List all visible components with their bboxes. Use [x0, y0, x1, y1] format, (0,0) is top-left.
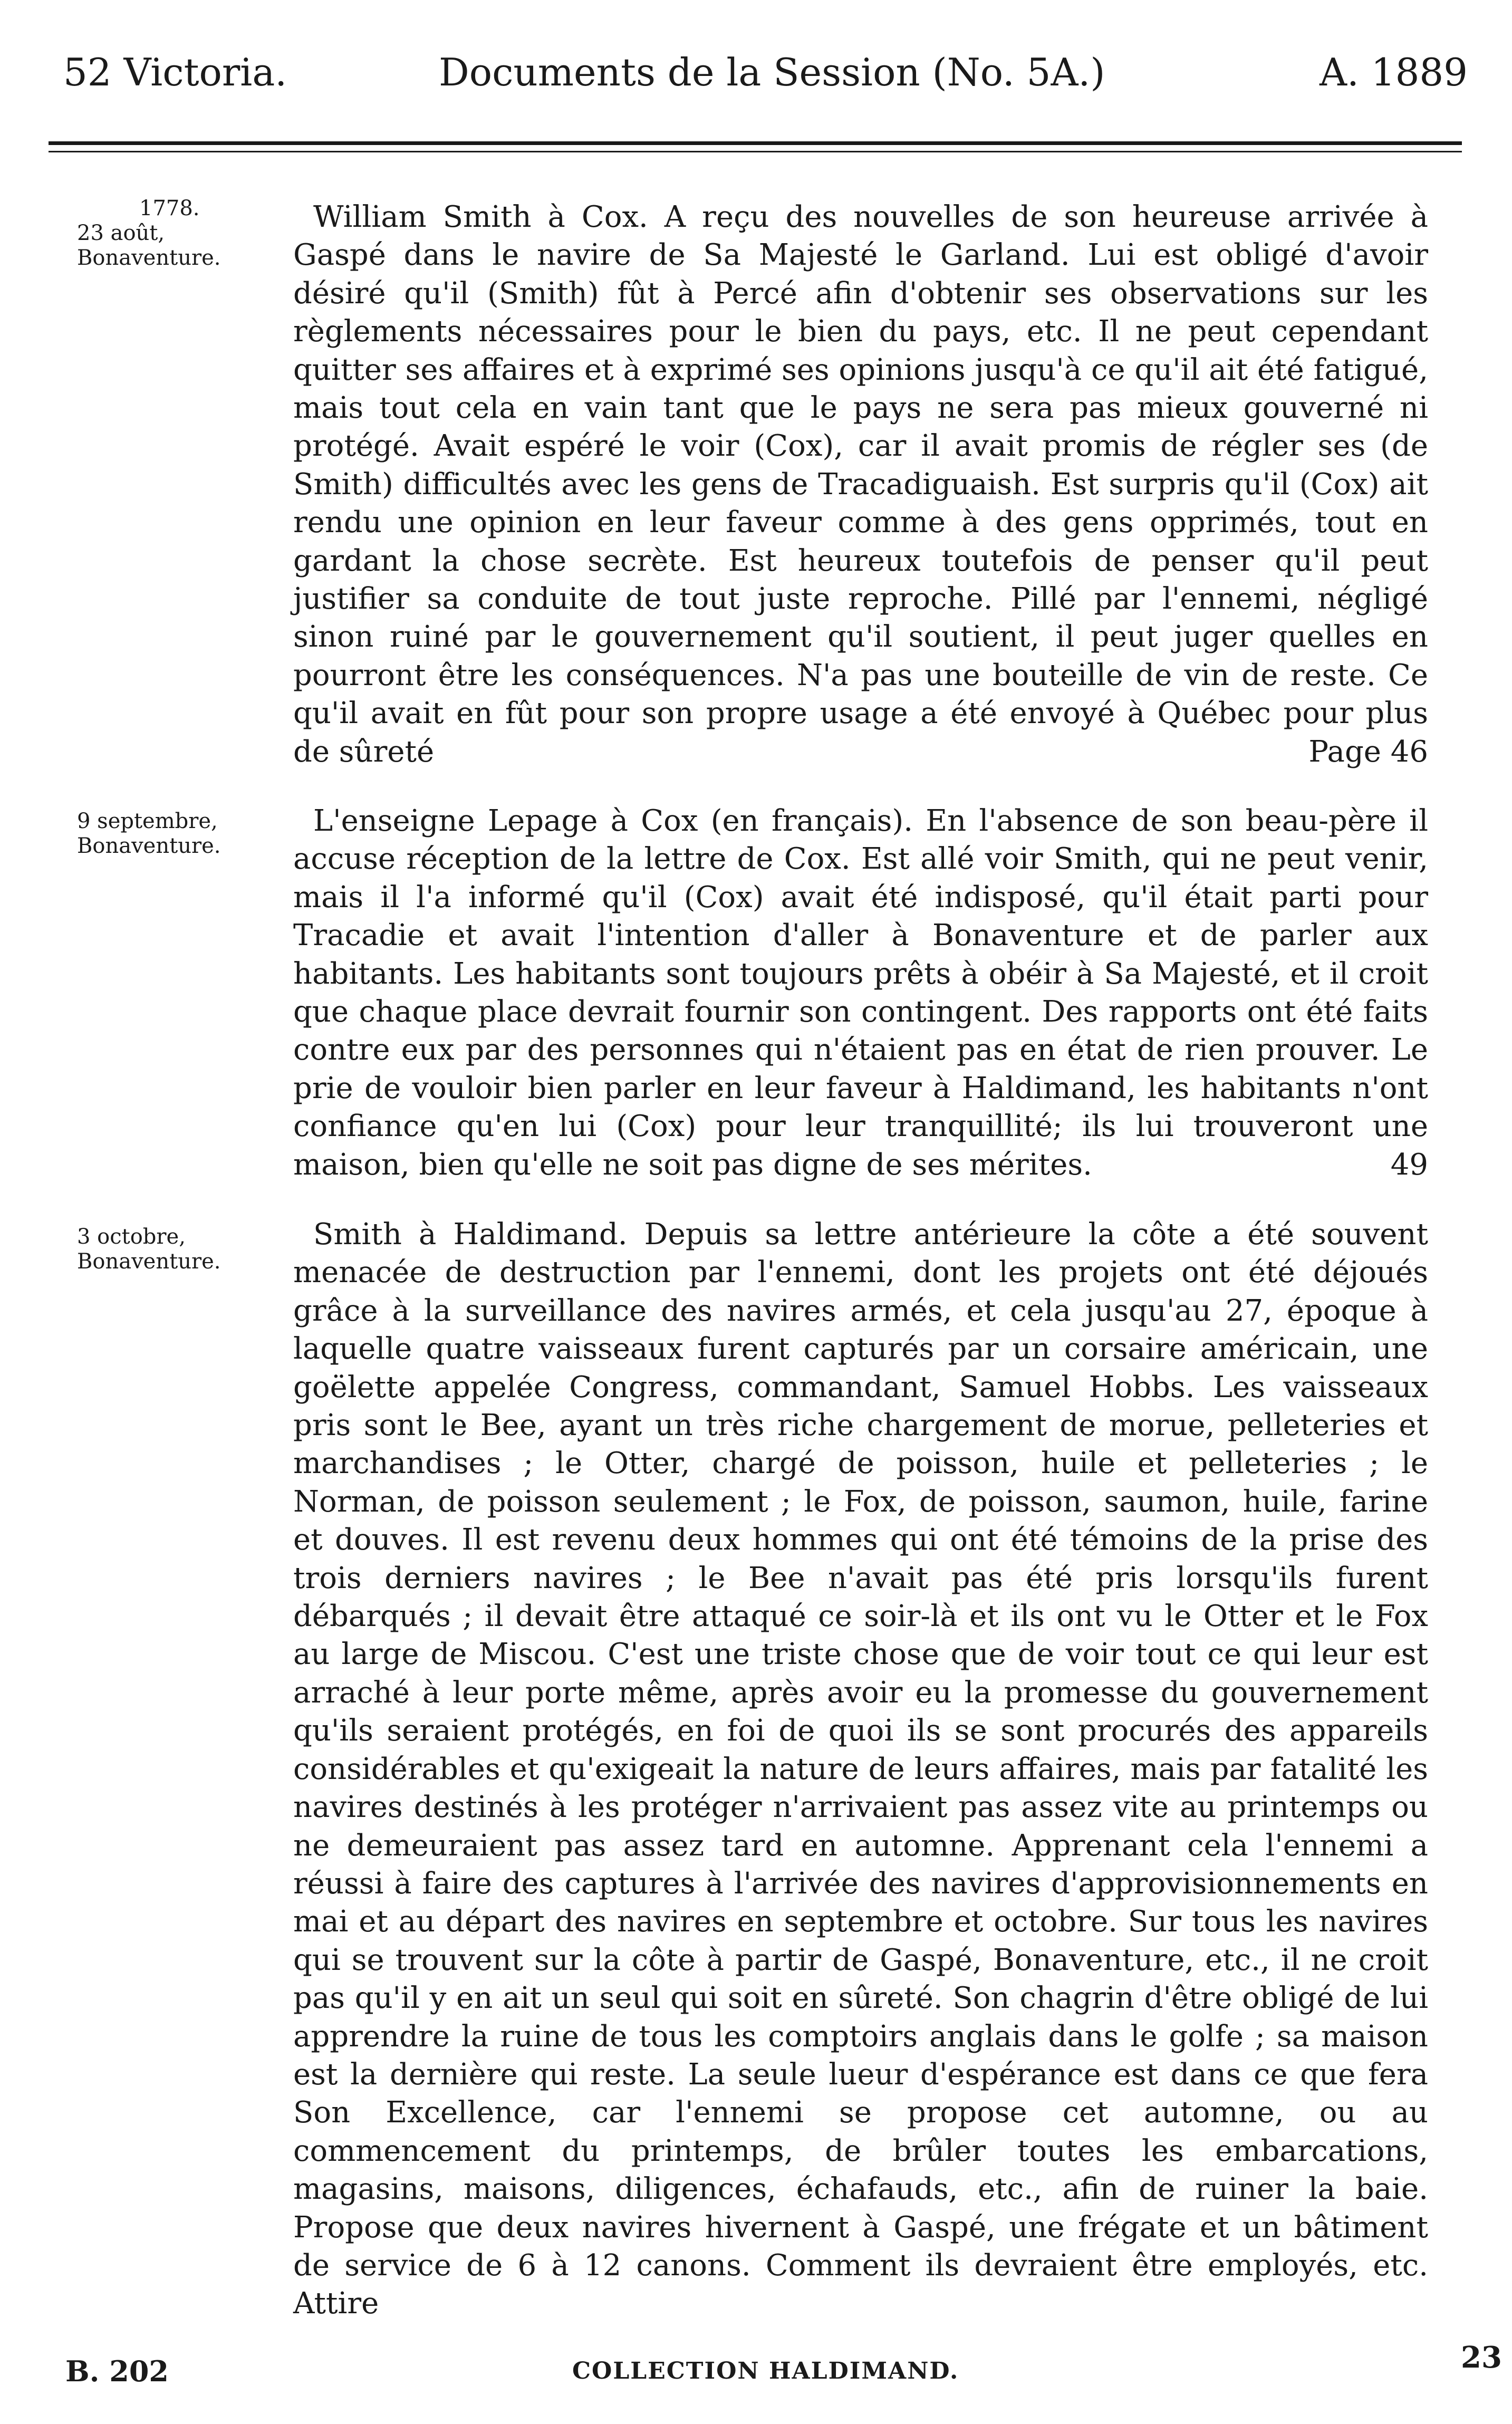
entry-paragraph [293, 198, 1428, 771]
entry-paragraph [293, 802, 1428, 1184]
header-session: 52 Victoria. [63, 50, 287, 94]
footer-collection: COLLECTION HALDIMAND. [572, 2358, 959, 2384]
entry-date: 9 septembre, [77, 809, 218, 833]
entry-date-1 [77, 196, 288, 271]
entry-body: L'enseigne Lepage à Cox (en français). En l'absence de son beau-père il accuse réception de la lettre de Cox. Est allé voir Smith, qui ne peut venir, mais il l'a informé qu'il (Cox) avait été indisposé, qu'il était parti pour Tracadie et avait l'intention d'aller à Bonaventure et de parler aux habitants. Les habitants sont toujours prêts à obéir à Sa Majesté, et il croit que chaque place devrait fournir son contingent. Des rapports ont été faits contre eux par des personnes qui n'étaient pas en état de rien prouver. Le prie de vouloir bien parler en leur faveur à Haldimand, les habitants n'ont confiance qu'en lui (Cox) pour leur tranquillité; ils lui trouveront une maison, bien qu'elle ne soit pas digne de ses mérites. [293, 804, 1428, 1182]
page-footer [0, 2340, 1512, 2392]
running-header [0, 49, 1512, 96]
header-year: A. 1889 [1319, 50, 1468, 94]
header-rule-thin [49, 151, 1462, 152]
entry-body: William Smith à Cox. A reçu des nouvelles de son heureuse arrivée à Gaspé dans le navire de Sa Majesté le Garland. Lui est obligé d'avoir désiré qu'il (Smith) fût à Percé afin d'obtenir ses observations sur les règlements nécessaires pour le bien du pays, etc. Il ne peut cependant quitter ses affaires et à exprimé ses opinions jusqu'à ce qu'il ait été fatigué, mais tout cela en vain tant que le pays ne sera pas mieux gouverné ni protégé. Avait espéré le voir (Cox), car il avait promis de régler ses (de Smith) difficultés avec les gens de Tracadiguaish. Est surpris qu'il (Cox) ait rendu une opinion en leur faveur comme à des gens opprimés, tout en gardant la chose secrète. Est heureux toutefois de penser qu'il peut justifier sa conduite de tout juste reproche. Pillé par l'ennemi, négligé sinon ruiné par le gouvernement qu'il soutient, il peut juger quelles en pourront être les conséquences. N'a pas une bouteille de vin de reste. Ce qu'il avait en fût pour son propre usage a été envoyé à Québec pour plus de sûreté [293, 200, 1428, 769]
footer-volume: B. 202 [65, 2354, 169, 2388]
entry-year: 1778. [139, 196, 200, 220]
entry-date-3 [77, 1225, 288, 1274]
entry-date: 3 octobre, [77, 1225, 186, 1249]
entry-text-1 [293, 198, 1428, 771]
entry-text-2 [293, 802, 1428, 1184]
page-reference: Page 46 [1308, 734, 1428, 769]
entry-text-3 [293, 1216, 1428, 2323]
entry-place: Bonaventure. [77, 834, 221, 858]
entry-date-2 [77, 809, 288, 859]
entry-body: Smith à Haldimand. Depuis sa lettre antérieure la côte a été souvent menacée de destruction par l'ennemi, dont les projets ont été déjoués grâce à la surveillance des navires armés, et cela jusqu'au 27, époque à laquelle quatre vaisseaux furent capturés par un corsaire américain, une goëlette appelée Congress, commandant, Samuel Hobbs. Les vaisseaux pris sont le Bee, ayant un très riche chargement de morue, pelleteries et marchandises ; le Otter, chargé de poisson, huile et pelleteries ; le Norman, de poisson seulement ; le Fox, de poisson, saumon, huile, farine et douves. Il est revenu deux hommes qui ont été témoins de la prise des trois derniers navires ; le Bee n'avait pas été pris lorsqu'ils furent débarqués ; il devait être attaqué ce soir-là et ils ont vu le Otter et le Fox au large de Miscou. C'est une triste chose que de voir tout ce qui leur est arraché à leur porte même, après avoir eu la promesse du gouvernement qu'ils seraient protégés, en foi de quoi ils se sont procurés des appareils considérables et qu'exigeait la nature de leurs affaires, mais par fatalité les navires destinés à les protéger n'arrivaient pas assez vite au printemps ou ne demeuraient pas assez tard en automne. Apprenant cela l'ennemi a réussi à faire des captures à l'arrivée des navires d'approvisionnements en mai et au départ des navires en septembre et octobre. Sur tous les navires qui se trouvent sur la côte à partir de Gaspé, Bonaventure, etc., il ne croit pas qu'il y en ait un seul qui soit en sûreté. Son chagrin d'être obligé de lui apprendre la ruine de tous les comptoirs anglais dans le golfe ; sa maison est la dernière qui reste. La seule lueur d'espérance est dans ce que fera Son Excellence, car l'ennemi se propose cet automne, ou au commencement du printemps, de brûler toutes les embarcations, magasins, maisons, diligences, échafauds, etc., afin de ruiner la baie. Propose que deux navires hivernent à Gaspé, une frégate et un bâtiment de service de 6 à 12 canons. Comment ils devraient être employés, etc. Attire [293, 1217, 1428, 2321]
entry-place: Bonaventure. [77, 246, 221, 270]
page-number: 23 [1461, 2340, 1502, 2375]
header-rule-thick [49, 141, 1462, 145]
entry-date: 23 août, [77, 221, 165, 245]
entry-paragraph [293, 1216, 1428, 2323]
entry-place: Bonaventure. [77, 1249, 221, 1274]
page-reference: 49 [1390, 1147, 1428, 1182]
header-title: Documents de la Session (No. 5A.) [439, 50, 1105, 94]
